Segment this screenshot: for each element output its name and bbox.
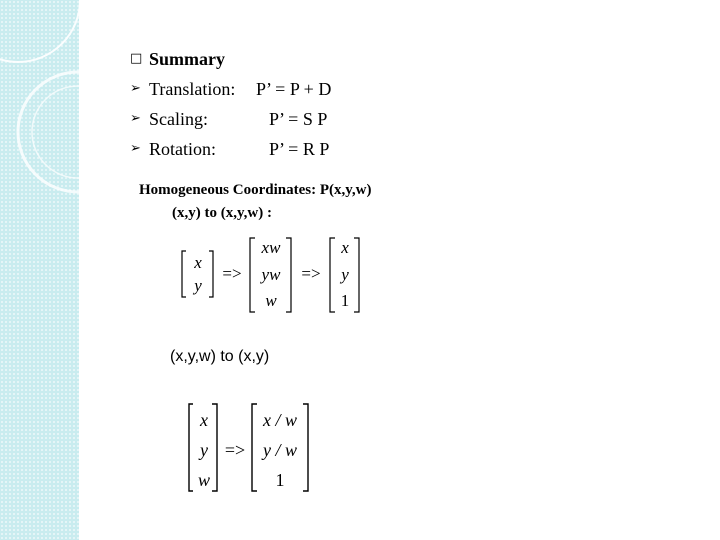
matrix-entry: x xyxy=(341,238,349,257)
matrix-entry: w xyxy=(265,291,277,310)
summary-heading: Summary xyxy=(149,49,225,69)
matrix-entry: y xyxy=(194,276,202,295)
homogeneous-subtitle: (x,y) to (x,y,w) : xyxy=(172,205,272,221)
caption-to-cartesian: (x,y,w) to (x,y) xyxy=(170,348,270,365)
bullet-formula: P’ = S P xyxy=(269,109,328,129)
matrix-entry: xw xyxy=(261,238,281,257)
matrix-entry: w xyxy=(197,470,211,490)
bullet-formula: P’ = P + D xyxy=(256,79,332,99)
bullet-formula: P’ = R P xyxy=(269,139,330,159)
matrix-entry: 1 xyxy=(275,470,285,490)
arrow-bullet-icon: ➢ xyxy=(130,141,141,156)
matrix-entry: x xyxy=(194,253,202,272)
arrow-symbol: => xyxy=(301,264,321,283)
arrow-symbol: => xyxy=(224,440,246,460)
square-bullet-icon: □ xyxy=(130,51,143,66)
matrix-entry: 1 xyxy=(340,291,350,310)
bullet-label: Rotation: xyxy=(149,139,216,159)
bracket-right xyxy=(212,404,217,491)
bracket-left xyxy=(252,404,257,491)
matrix-entry: y xyxy=(200,440,208,460)
matrix-entry: y xyxy=(341,265,349,284)
matrix-entry: y / w xyxy=(263,440,297,460)
arrow-bullet-icon: ➢ xyxy=(130,81,141,96)
arrow-bullet-icon: ➢ xyxy=(130,111,141,126)
homogeneous-title: Homogeneous Coordinates: P(x,y,w) xyxy=(139,182,372,198)
matrix-entry: x xyxy=(200,410,208,430)
matrix-entry: x / w xyxy=(263,410,297,430)
matrix-entry: yw xyxy=(261,265,281,284)
bracket-right xyxy=(303,404,308,491)
bullet-label: Translation: xyxy=(149,79,236,99)
bracket-left xyxy=(189,404,193,491)
arrow-symbol: => xyxy=(222,264,242,283)
bullet-label: Scaling: xyxy=(149,109,208,129)
